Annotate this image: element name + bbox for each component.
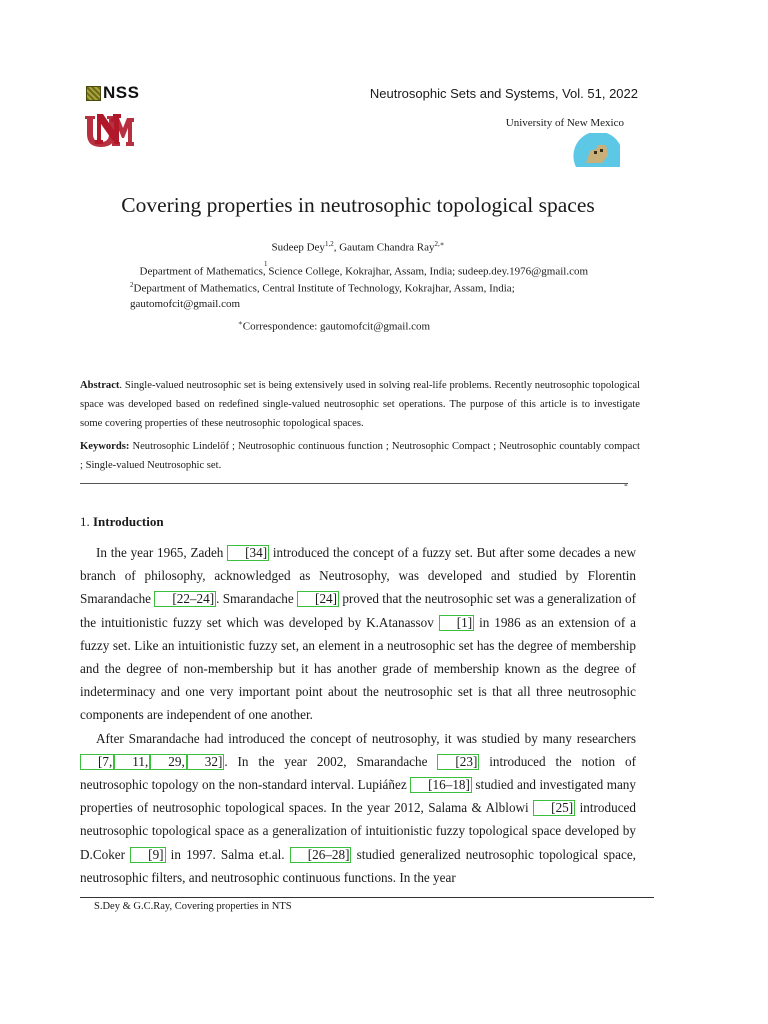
keywords-text: Neutrosophic Lindelöf ; Neutrosophic continuous function ; Neutrosophic Compact ; Neutrosophic countably compact ; Single-valued Neutrosophic set. xyxy=(80,441,640,471)
author-1-sup: 1,2 xyxy=(324,240,334,248)
text-run: . In the year 2002, Smarandache xyxy=(224,753,438,769)
authors xyxy=(0,240,716,254)
affiliation-2-text: Department of Mathematics, Central Institute of Technology, Kokrajhar, Assam, India; xyxy=(133,282,515,295)
citation-link[interactable]: [34] xyxy=(227,545,269,561)
keywords xyxy=(80,437,640,475)
nss-logo xyxy=(86,83,139,103)
section-number: 1. xyxy=(80,514,90,529)
text-run: introduced the concept of a fuzzy set. But after some decades a new branch of philosophy, acknowledged as Neutrosophy, was developed and studied by Florentin Smarandache xyxy=(80,545,636,607)
correspondence xyxy=(238,315,430,335)
citation-link[interactable]: [24] xyxy=(297,591,339,607)
correspondence-sup: ∗ xyxy=(238,319,243,327)
citation-link[interactable]: [23] xyxy=(437,754,479,770)
citation-link[interactable]: [16–18] xyxy=(410,777,472,793)
nss-logo-text: NSS xyxy=(103,83,140,102)
text-run: in 1986 as an extension of a fuzzy set. Like an intuitionistic fuzzy set, an element in a neutrosophic set has the degree of membership and the degree of non-membership but it has another grade of membership known as the degree of indeterminacy and one very important point about the neutrosophic set is that all three neutrosophic components are independent of one another. xyxy=(80,614,636,723)
unm-logo-icon xyxy=(83,112,135,150)
section-title: Introduction xyxy=(93,514,164,529)
paper-title: Covering properties in neutrosophic topological spaces xyxy=(121,193,595,217)
affiliation-2 xyxy=(130,277,515,297)
author-separator: , xyxy=(333,241,340,254)
text-run: studied and investigated many properties of neutrosophic topological spaces. In the year 2012, Salama & Alblowi xyxy=(80,777,636,816)
author-2: Gautam Chandra Ray xyxy=(339,241,435,254)
author-1: Sudeep Dey xyxy=(271,241,325,254)
correspondence-text: Correspondence: gautomofcit@gmail.com xyxy=(242,320,431,333)
text-run: introduced the notion of neutrosophic topology on the non-standard interval. Lupiáñez xyxy=(80,753,636,793)
running-footer: S.Dey & G.C.Ray, Covering properties in NTS xyxy=(94,901,292,912)
text-run: After Smarandache had introduced the concept of neutrosophy, it was studied by many researchers xyxy=(96,730,636,746)
footer-divider xyxy=(80,897,654,898)
globe-badge-icon xyxy=(572,133,624,167)
text-run: in 1997. Salma et.al. xyxy=(165,846,290,862)
citation-link[interactable]: [9] xyxy=(130,847,165,863)
affiliation-2-sup: 2 xyxy=(130,281,134,289)
citation-link[interactable]: [26–28] xyxy=(290,847,352,863)
divider-end-mark: - xyxy=(624,478,628,491)
citation-link[interactable]: [1] xyxy=(439,615,474,631)
journal-name: Neutrosophic Sets and Systems, Vol. 51, 2022 xyxy=(369,86,638,101)
author-2-sup: 2,∗ xyxy=(434,240,445,248)
citation-link[interactable]: 11, xyxy=(114,754,150,770)
abstract-divider xyxy=(80,483,628,484)
introduction-body xyxy=(80,541,636,889)
citation-link[interactable]: [7, xyxy=(80,754,114,770)
abstract xyxy=(80,376,640,433)
text-run: proved that the neutrosophic set was a generalization of the intuitionistic fuzzy set which was developed by K.Atanassov xyxy=(80,591,637,630)
affiliation-2-email: gautomofcit@gmail.com xyxy=(130,298,241,310)
abstract-label: Abstract xyxy=(80,380,120,391)
text-run: In the year 1965, Zadeh xyxy=(96,545,228,560)
text-run: . Smarandache xyxy=(216,591,298,607)
citation-link[interactable]: [25] xyxy=(533,800,575,816)
abstract-text: . Single-valued neutrosophic set is being extensively used in solving real-life problems. Recently neutrosophic topological space was developed based on redefined single-valued neutrosophic set operations. The purpose of this article is to investigate some covering properties of these neutrosophic topological spaces. xyxy=(80,380,640,429)
citation-link[interactable]: 29, xyxy=(150,754,186,770)
text-run: studied generalized neutrosophic topological space, neutrosophic filters, and neutrosophic continuous functions. In the year xyxy=(80,846,636,885)
university-name: University of New Mexico xyxy=(505,117,624,129)
affiliation-1-text: Department of Mathematics, Science College, Kokrajhar, Assam, India; sudeep.dey.1976@gmail.com xyxy=(139,265,589,278)
nss-logo-icon xyxy=(86,86,101,101)
affiliation-1-sup: 1 xyxy=(264,260,268,268)
citation-link[interactable]: [22–24] xyxy=(154,591,216,607)
intro-paragraph-2 xyxy=(80,727,636,889)
section-heading xyxy=(80,514,164,530)
keywords-label: Keywords: xyxy=(80,441,130,452)
text-run: introduced neutrosophic topological space as a generalization of intuitionistic fuzzy topological space developed by D.Coker xyxy=(80,800,636,862)
intro-paragraph-1 xyxy=(80,541,636,727)
citation-link[interactable]: 32] xyxy=(187,754,225,770)
